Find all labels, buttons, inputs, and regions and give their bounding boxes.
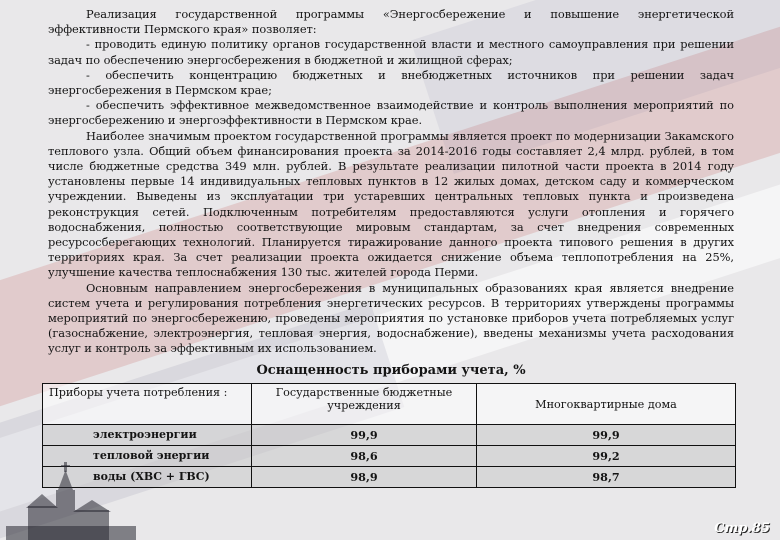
paragraph: Основным направлением энергосбережения в муниципальных образованиях края является внедрение систем учета и регулирования потребления энергетических ресурсов. В территориях утверждены программы мероприятий по энергосбережению, проведены мероприятия по установке приборов учета потребляемых услуг (газоснабжение, электроэнергия, тепловая энергия, водоснабжение), введены механизмы учета расходования услуг и контроль за эффективным их использованием. <box>48 280 734 356</box>
table-title: Оснащенность приборами учета, % <box>256 362 526 378</box>
table-cell-value: 99,9 <box>477 424 736 445</box>
paragraph: - обеспечить эффективное межведомственное взаимодействие и контроль выполнения мероприятий по энергосбережению и энергоэффективности в Пермском крае. <box>48 98 734 128</box>
table-header-budget: Государственные бюджетные учреждения <box>252 383 477 424</box>
table-cell-value: 99,2 <box>477 445 736 466</box>
paragraph: - обеспечить концентрацию бюджетных и внебюджетных источников при решении задач энергосбережения в Пермском крае; <box>48 67 734 98</box>
paragraph: Наиболее значимым проектом государственной программы является проект по модернизации Закамского теплового узла. Общий объем финансирования проекта за 2014-2016 годы составляет 2,4 млрд. рублей, в том числе бюджетные средства 349 млн. рублей. В результате реализации пилотной части проекта в 2014 году установлены первые 14 индивидуальных тепловых пунктов в 12 жилых домах, детском саду и коммерческом учреждении. Выведены из эксплуатации три устаревших центральных тепловых пункта и произведена реконструкция сетей. Подключенным потребителям предоставляются услуги отопления и горячего водоснабжения, полностью соответствующие мировым стандартам, за счет внедрения современных ресурсосберегающих технологий. Планируется тиражирование данного проекта типового решения в других территориях края. За счет реализации проекта ожидается снижение объема теплопотребления на 25%, улучшение качества теплоснабжения 130 тыс. жителей города Перми. <box>48 128 734 280</box>
table-cell-value: 98,7 <box>477 466 736 487</box>
table-header-devices: Приборы учета потребления : <box>43 383 252 424</box>
table-cell-label: электроэнергии <box>43 424 252 445</box>
table-cell-label: воды (ХВС + ГВС) <box>43 466 252 487</box>
table-header-row <box>43 383 736 424</box>
church-silhouette-icon <box>6 448 136 540</box>
table-cell-label: тепловой энергии <box>43 445 252 466</box>
paragraph: - проводить единую политику органов государственной власти и местного самоуправления при решении задач по обеспечению энергосбережения в бюджетной и жилищной сферах; <box>48 37 734 67</box>
table-cell-value: 98,6 <box>252 445 477 466</box>
table-row <box>43 445 736 466</box>
table-cell-value: 98,9 <box>252 466 477 487</box>
page-number: Стр.85 <box>714 521 770 536</box>
document-body <box>48 7 734 488</box>
table-cell-value: 99,9 <box>252 424 477 445</box>
paragraph: Реализация государственной программы «Энергосбережение и повышение энергетической эффективности Пермского края» позволяет: <box>48 7 734 37</box>
table-row <box>43 466 736 487</box>
metering-table <box>42 383 736 488</box>
table-row <box>43 424 736 445</box>
table-header-apartments: Многоквартирные дома <box>477 383 736 424</box>
